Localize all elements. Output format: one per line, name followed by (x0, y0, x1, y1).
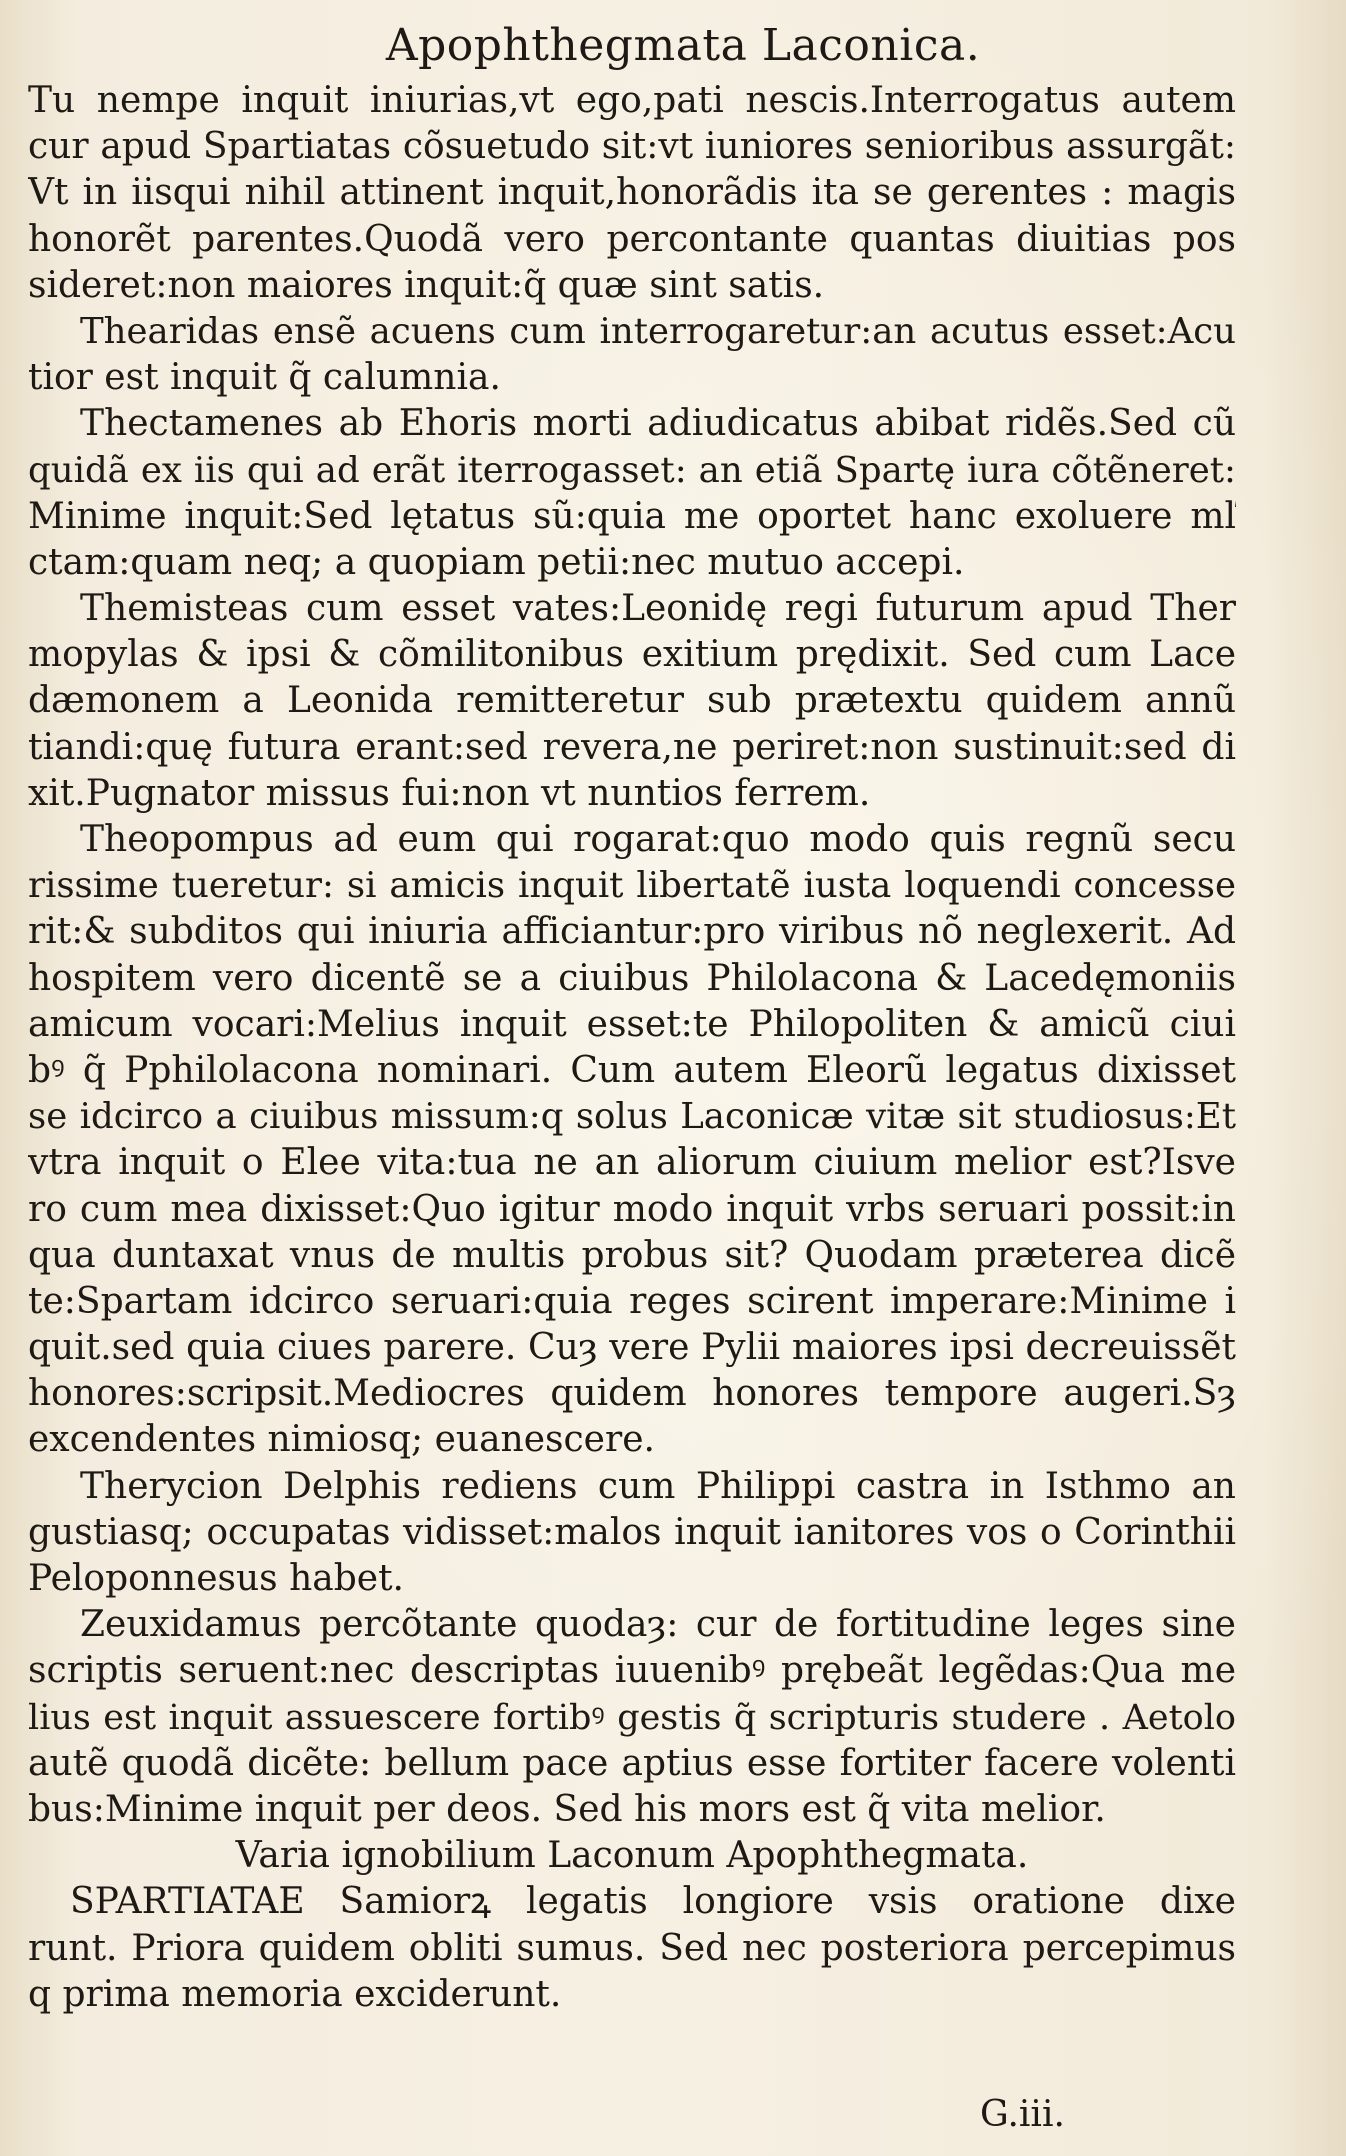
text-line: hospitem vero dicentẽ se a ciuibus Philolacona & Lacedęmoniis (28, 957, 1236, 999)
text-line: Thectamenes ab Ehoris morti adiudicatus abibat ridẽs.Sed cũ (80, 403, 1236, 445)
running-header: Apophthegmata Laconica. (385, 20, 981, 71)
text-line: cur apud Spartiatas cõsuetudo sit:vt iuniores senioribus assurgãt: (28, 126, 1236, 168)
text-line: q prima memoria exciderunt. (28, 1973, 562, 2015)
text-line: autẽ quodã dicẽte: bellum pace aptius esse fortiter facere volenti (28, 1742, 1236, 1784)
section-heading: Varia ignobilium Laconum Apophthegmata. (235, 1835, 1029, 1877)
text-line: se idcirco a ciuibus missum:q solus Laconicæ vitæ sit studiosus:Et (28, 1096, 1236, 1138)
text-line: honorẽt parentes.Quodã vero percontante quantas diuitias pos (28, 218, 1236, 260)
text-line: SPARTIATAE Samiorꝝ legatis longiore vsis oratione dixe (70, 1881, 1236, 1923)
text-line: dæmonem a Leonida remitteretur sub prætextu quidem annũ (28, 680, 1236, 722)
text-line: honores:scripsit.Mediocres quidem honores tempore augeri.Sȝ (28, 1373, 1236, 1415)
text-line: quit.sed quia ciues parere. Cuȝ vere Pylii maiores ipsi decreuissẽt (28, 1327, 1236, 1369)
text-line: tiandi:quę futura erant:sed revera,ne periret:non sustinuit:sed di (28, 726, 1236, 768)
text-line: Minime inquit:Sed lętatus sũ:quia me oportet hanc exoluere mľ (28, 495, 1236, 537)
text-line: ctam:quam neq; a quopiam petii:nec mutuo accepi. (28, 541, 965, 583)
text-line: Themisteas cum esset vates:Leonidę regi futurum apud Ther (80, 588, 1236, 630)
text-line: excendentes nimiosq; euanescere. (28, 1419, 655, 1461)
text-line: amicum vocari:Melius inquit esset:te Philopoliten & amicũ ciui (28, 1003, 1236, 1045)
body-text (28, 78, 1236, 2018)
text-line: xit.Pugnator missus fui:non vt nuntios ferrem. (28, 772, 871, 814)
text-line: Theopompus ad eum qui rogarat:quo modo quis regnũ secu (80, 819, 1236, 860)
text-line: Thearidas ensẽ acuens cum interrogaretur:an acutus esset:Acu (80, 310, 1236, 352)
text-line: Zeuxidamus percõtante quodaȝ: cur de fortitudine leges sine (80, 1604, 1236, 1646)
text-line: gustiasq; occupatas vidisset:malos inquit ianitores vos o Corinthii (28, 1511, 1236, 1553)
text-line: scriptis seruent:nec descriptas iuuenibꝰ prębeãt legẽdas:Qua me (28, 1650, 1236, 1692)
text-line: rit:& subditos qui iniuria afficiantur:pro viribus nõ neglexerit. Ad (28, 911, 1236, 953)
text-line: ro cum mea dixisset:Quo igitur modo inquit vrbs seruari possit:in (28, 1188, 1236, 1230)
text-line: tior est inquit q̃ calumnia. (28, 357, 501, 399)
text-line: Therycion Delphis rediens cum Philippi castra in Isthmo an (80, 1465, 1236, 1507)
text-line: Peloponnesus habet. (28, 1558, 404, 1599)
text-line: rissime tueretur: si amicis inquit libertatẽ iusta loquendi concesse (28, 865, 1236, 907)
text-line: Tu nempe inquit iniurias,vt ego,pati nescis.Interrogatus autem (28, 80, 1236, 121)
text-line: bꝰ q̃ Pphilolacona nominari. Cum autem Eleorũ legatus dixisset (28, 1049, 1236, 1091)
signature-mark: G.iii. (980, 2094, 1065, 2135)
text-line: qua duntaxat vnus de multis probus sit? Quodam præterea dicẽ (28, 1234, 1236, 1276)
text-line: Vt in iisqui nihil attinent inquit,honorãdis ita se gerentes : magis (28, 172, 1236, 214)
text-line: te:Spartam idcirco seruari:quia reges scirent imperare:Minime i (28, 1280, 1236, 1322)
text-line: bus:Minime inquit per deos. Sed his mors est q̃ vita melior. (28, 1788, 1106, 1830)
text-line: lius est inquit assuescere fortibꝰ gestis q̃ scripturis studere . Aetolo (28, 1697, 1236, 1738)
text-line: sideret:non maiores inquit:q̃ quæ sint satis. (28, 264, 825, 306)
text-line: mopylas & ipsi & cõmilitonibus exitium prędixit. Sed cum Lace (28, 634, 1236, 676)
text-line: vtra inquit o Elee vita:tua ne an aliorum ciuium melior est?Isve (28, 1142, 1236, 1184)
text-line: runt. Priora quidem obliti sumus. Sed nec posteriora percepimus (28, 1927, 1236, 1969)
text-line: quidã ex iis qui ad erãt iterrogasset: an etiã Spartę iura cõtẽneret: (28, 449, 1236, 491)
